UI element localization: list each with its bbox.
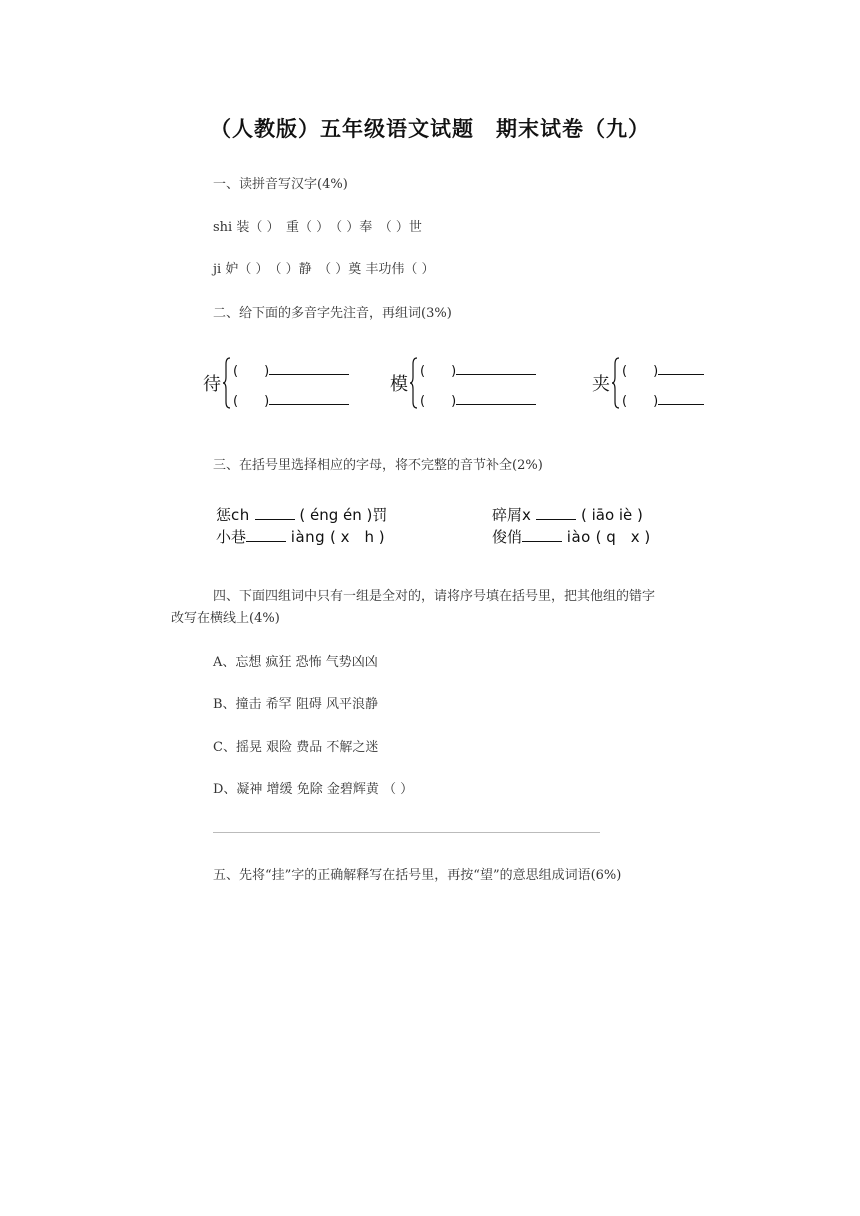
polyphone-group-3 xyxy=(592,355,722,415)
option-d: D、凝神 增缓 免除 金碧辉黄 （ ） xyxy=(213,782,414,797)
pinyin-item-suixie xyxy=(492,504,643,525)
brace-icon xyxy=(410,357,418,409)
pinyin-item-chengfa xyxy=(216,504,387,525)
answer-blank[interactable] xyxy=(658,392,704,405)
section1-heading: 一、读拼音写汉字(4%) xyxy=(213,177,348,192)
polyphone-char: 夹 xyxy=(592,374,610,395)
polyphone-row xyxy=(622,360,704,379)
polyphone-row xyxy=(233,390,349,409)
polyphone-row xyxy=(420,390,536,409)
pinyin-paren: ( ) xyxy=(420,364,457,379)
polyphone-group-1 xyxy=(203,355,363,415)
brace-icon xyxy=(612,357,620,409)
answer-blank[interactable] xyxy=(269,362,349,375)
answer-blank[interactable] xyxy=(522,528,562,542)
page-title: （人教版）五年级语文试题 期末试卷（九） xyxy=(210,117,650,141)
polyphone-row xyxy=(420,360,536,379)
letter-options: ( iāo iè ) xyxy=(580,506,643,524)
answer-blank[interactable] xyxy=(456,392,536,405)
brace-icon xyxy=(223,357,231,409)
pinyin-item-junqiao xyxy=(492,526,650,547)
pinyin-paren: ( ) xyxy=(420,394,457,409)
polyphone-group-2 xyxy=(390,355,550,415)
word-char: 惩 xyxy=(216,506,232,524)
pinyin-paren: ( ) xyxy=(622,394,659,409)
section2-heading: 二、给下面的多音字先注音，再组词(3%) xyxy=(213,306,452,321)
pinyin-fragment: x xyxy=(522,506,532,524)
section5-heading: 五、先将“挂”字的正确解释写在括号里，再按“望”的意思组成词语(6%) xyxy=(213,868,622,883)
pinyin-paren: ( ) xyxy=(233,364,270,379)
pinyin-fragment: iàng xyxy=(290,528,326,546)
letter-options: ( x h ) xyxy=(329,528,385,546)
answer-blank[interactable] xyxy=(456,362,536,375)
option-c: C、摇晃 艰险 费品 不解之迷 xyxy=(213,740,379,755)
pinyin-paren: ( ) xyxy=(233,394,270,409)
word-char: 俊俏 xyxy=(492,528,523,546)
polyphone-row xyxy=(622,390,704,409)
section1-line-ji: ji 妒（ ） （ ）静 （ ）奠 丰功伟（ ） xyxy=(213,262,435,277)
pinyin-fragment: iào xyxy=(566,528,591,546)
answer-blank[interactable] xyxy=(269,392,349,405)
option-a: A、忘想 疯狂 恐怖 气势凶凶 xyxy=(213,655,378,670)
section4-heading-line2: 改写在横线上(4%) xyxy=(171,611,280,626)
answer-blank[interactable] xyxy=(658,362,704,375)
answer-blank[interactable] xyxy=(246,528,286,542)
option-b: B、撞击 希罕 阻碍 风平浪静 xyxy=(213,697,378,712)
pinyin-item-xiaoxiang xyxy=(216,526,385,547)
section1-line-shi: shi 装（ ） 重（ ） （ ）奉 （ ）世 xyxy=(213,220,422,235)
letter-options: ( q x ) xyxy=(595,528,651,546)
answer-blank[interactable] xyxy=(255,506,295,520)
section4-heading-line1: 四、下面四组词中只有一组是全对的，请将序号填在括号里，把其他组的错字 xyxy=(213,589,656,604)
section3-heading: 三、在括号里选择相应的字母，将不完整的音节补全(2%) xyxy=(213,458,543,473)
word-char: 小巷 xyxy=(216,528,247,546)
word-char: 碎屑 xyxy=(492,506,523,524)
correction-line[interactable] xyxy=(213,832,600,833)
pinyin-paren: ( ) xyxy=(622,364,659,379)
answer-blank[interactable] xyxy=(536,506,576,520)
pinyin-fragment: ch xyxy=(231,506,250,524)
polyphone-char: 模 xyxy=(390,374,408,395)
letter-options: ( éng én )罚 xyxy=(299,506,388,524)
polyphone-char: 待 xyxy=(203,374,221,395)
polyphone-row xyxy=(233,360,349,379)
